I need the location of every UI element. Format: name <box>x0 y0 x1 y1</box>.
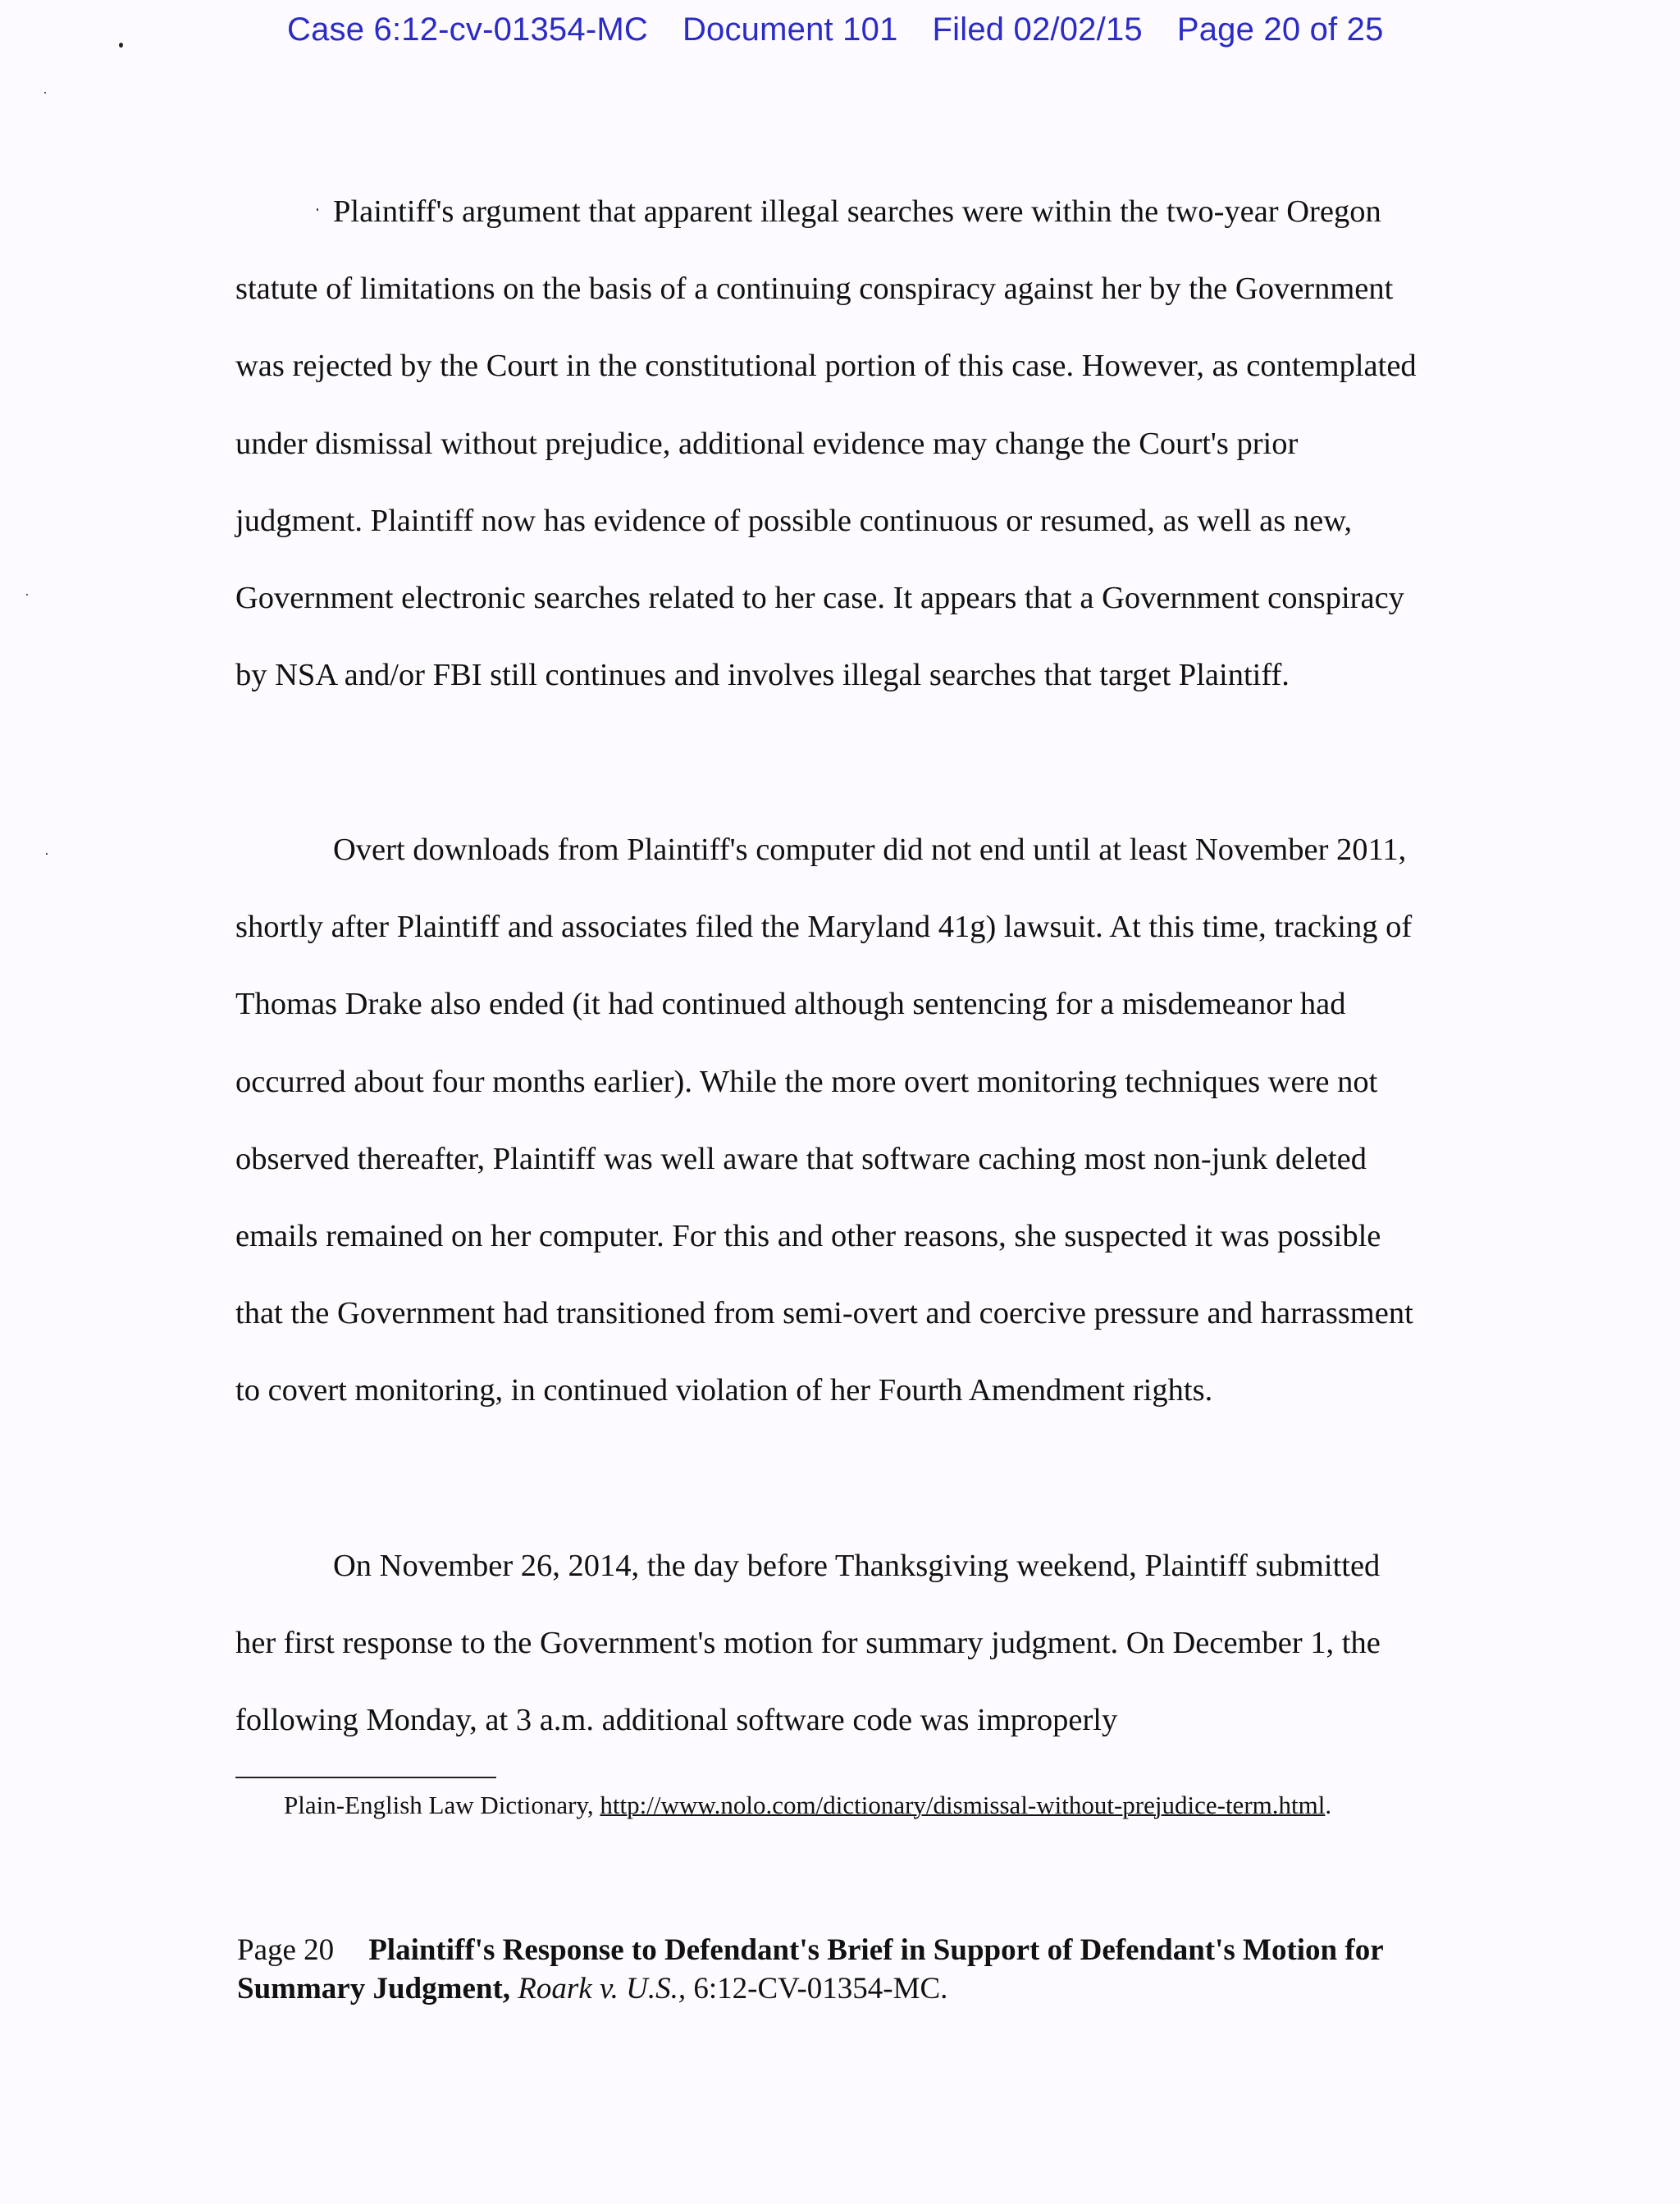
footnote-prefix: Plain-English Law Dictionary, <box>284 1791 600 1819</box>
scan-speck <box>26 594 28 595</box>
scan-speck <box>119 43 123 48</box>
footnote-suffix: . <box>1325 1791 1332 1819</box>
footer-case-number: 6:12-CV-01354-MC. <box>693 1972 948 2006</box>
scan-speck <box>46 853 48 855</box>
footnote <box>284 1791 1331 1820</box>
footnote-link[interactable]: http://www.nolo.com/dictionary/dismissal-without-prejudice-term.html <box>600 1791 1326 1819</box>
page-count: Page 20 of 25 <box>1176 11 1384 48</box>
footer-document-title: Plaintiff's Response to Defendant's Brief in Support of Defendant's Motion for Summary Judgment, <box>237 1933 1383 2006</box>
paragraph-text: Overt downloads from Plaintiff's computer did not end until at least November 2011, shortly after Plaintiff and associates filed the Maryland 41g) lawsuit. At this time, tracking of Thomas Drake also ended (it had continued although sentencing for a misdemeanor had occurred about four months earlier). While the more overt monitoring techniques were not observed thereafter, Plaintiff was well aware that software caching most non-junk deleted emails remained on her computer. For this and other reasons, she suspected it was possible that the Government had transitioned from semi-overt and coercive pressure and harrassment to covert monitoring, in continued violation of her Fourth Amendment rights. <box>235 833 1413 1408</box>
footnote-divider <box>235 1777 496 1778</box>
filed-date: Filed 02/02/15 <box>932 11 1143 48</box>
document-number: Document 101 <box>682 11 898 48</box>
footer-page-label: Page 20 <box>237 1933 335 1967</box>
case-number: Case 6:12-cv-01354-MC <box>287 11 648 48</box>
paragraph-1 <box>235 173 1417 714</box>
paragraph-2 <box>235 811 1417 1430</box>
paragraph-3 <box>235 1527 1417 1759</box>
ecf-header <box>287 11 1384 48</box>
paragraph-text: Plaintiff's argument that apparent illegal searches were within the two-year Oregon statute of limitations on the basis of a continuing conspiracy against her by the Government was rejected by the Court in the constitutional portion of this case. However, as contemplated under dismissal without prejudice, additional evidence may change the Court's prior judgment. Plaintiff now has evidence of possible continuous or resumed, as well as new, Government electronic searches related to her case. It appears that a Government conspiracy by NSA and/or FBI still continues and involves illegal searches that target Plaintiff. <box>235 194 1417 693</box>
page-footer <box>237 1931 1468 2008</box>
scan-speck <box>44 92 46 94</box>
footer-case-name: Roark v. U.S., <box>518 1972 687 2006</box>
paragraph-text: On November 26, 2014, the day before Thanksgiving weekend, Plaintiff submitted her first response to the Government's motion for summary judgment. On December 1, the following Monday, at 3 a.m. additional software code was improperly <box>235 1549 1381 1738</box>
